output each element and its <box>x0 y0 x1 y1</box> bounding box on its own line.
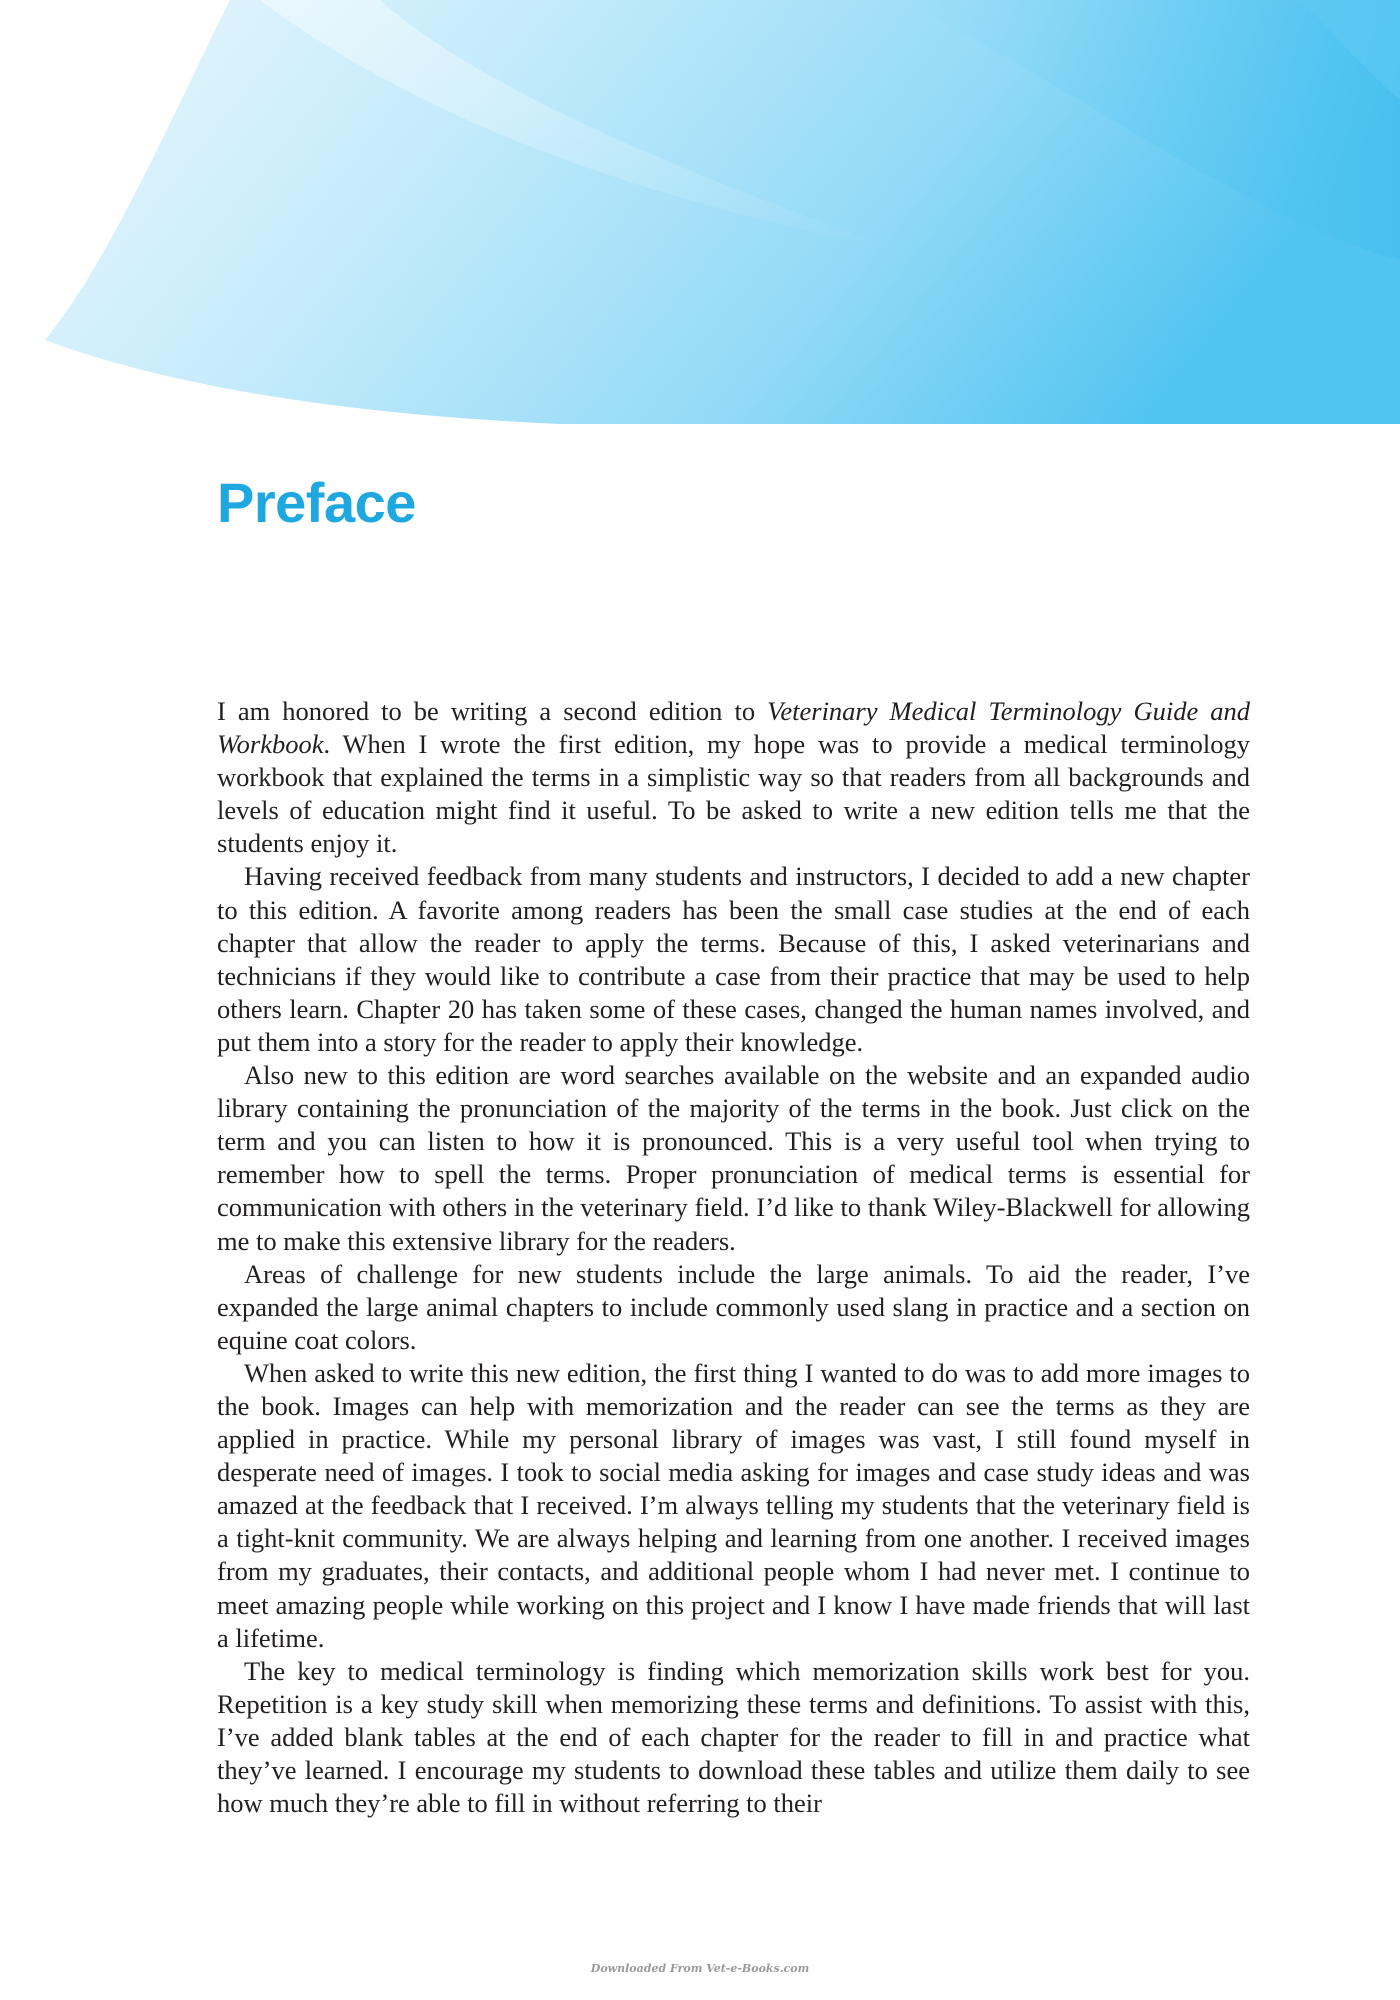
paragraph-2: Having received feedback from many students and instructors, I decided to add a new chapter to this edition. A favorite among readers has been the small case studies at the end of each chapter that allow the reader to apply the terms. Because of this, I asked veterinarians and technicians if they would like to contribute a case from their practice that may be used to help others learn. Chapter 20 has taken some of these cases, changed the human names involved, and put them into a story for the reader to apply their knowledge. <box>217 861 1250 1057</box>
download-watermark: Downloaded From Vet-e-Books.com <box>590 1962 810 1975</box>
banner-wave-graphic <box>0 0 1400 424</box>
header-banner <box>0 0 1400 424</box>
book-title-italic: Veterinary Medical Terminology Guide and Workbook <box>217 696 1250 760</box>
paragraph-1-text-end: . When I wrote the first edition, my hope was to provide a medical terminology workbook that explained the terms in a simplistic way so that readers from all backgrounds and levels of education might find it useful. To be asked to write a new edition tells me that the students enjoy it. <box>217 729 1250 859</box>
preface-body <box>217 695 1250 1820</box>
paragraph-1-text-start: I am honored to be writing a second edition to <box>217 696 768 726</box>
paragraph-4: Areas of challenge for new students include the large animals. To aid the reader, I’ve expanded the large animal chapters to include commonly used slang in practice and a section on equine coat colors. <box>217 1258 1250 1355</box>
paragraph-6: The key to medical terminology is finding which memorization skills work best for you. Repetition is a key study skill when memorizing these terms and definitions. To assist with this, I’ve added blank tables at the end of each chapter for the reader to fill in and practice what they’ve learned. I encourage my students to download these tables and utilize them daily to see how much they’re able to fill in without referring to their <box>217 1655 1250 1819</box>
paragraph-3: Also new to this edition are word searches available on the website and an expanded audio library containing the pronunciation of the majority of the terms in the book. Just click on the term and you can listen to how it is pronounced. This is a very useful tool when trying to remember how to spell the terms. Proper pronunciation of medical terms is essential for communication with others in the veterinary field. I’d like to thank Wiley-Blackwell for allowing me to make this extensive library for the readers. <box>217 1060 1250 1256</box>
paragraph-1 <box>217 695 1250 860</box>
paragraph-5: When asked to write this new edition, the first thing I wanted to do was to add more images to the book. Images can help with memorization and the reader can see the terms as they are applied in practice. While my personal library of images was vast, I still found myself in desperate need of images. I took to social media asking for images and case study ideas and was amazed at the feedback that I received. I’m always telling my students that the veterinary field is a tight-knit community. We are always helping and learning from one another. I received images from my graduates, their contacts, and additional people whom I had never met. I continue to meet amazing people while working on this project and I know I have made friends that will last a lifetime. <box>217 1357 1250 1653</box>
page-title: Preface <box>217 471 416 534</box>
